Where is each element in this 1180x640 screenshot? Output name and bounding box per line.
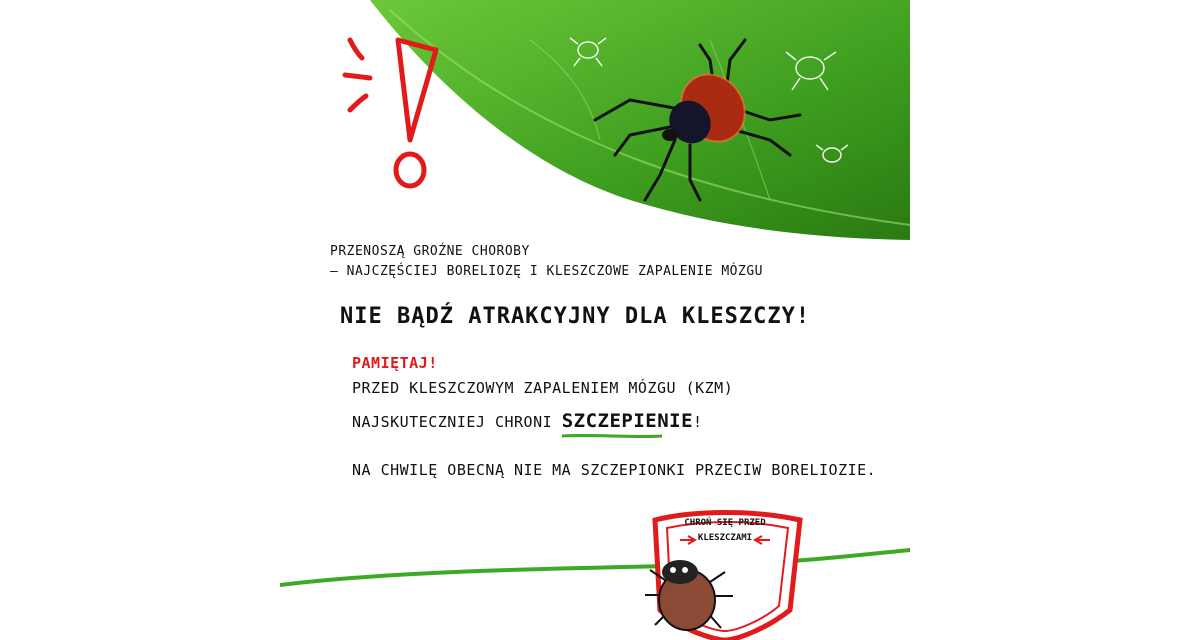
vaccination-suffix: ! (693, 413, 703, 431)
shield-label-line-2: KLESZCZAMI (697, 533, 753, 543)
shield-label-line-1: CHROŃ SIĘ PRZED (684, 518, 766, 528)
shield-logo (625, 500, 825, 640)
borreliosis-line: NA CHWILĘ OBECNĄ NIE MA SZCZEPIONKI PRZECIW BORELIOZIE. (352, 461, 877, 479)
exclamation-mark-icon (340, 30, 450, 200)
subtitle-line-1: PRZENOSZĄ GROŹNE CHOROBY (330, 244, 530, 259)
vaccination-word: SZCZEPIENIE (561, 410, 694, 432)
green-underline (562, 434, 662, 438)
headline: NIE BĄDŹ ATRAKCYJNY DLA KLESZCZY! (340, 304, 811, 329)
remember-label: PAMIĘTAJ! (352, 354, 438, 372)
vaccination-highlight (562, 410, 693, 432)
vaccination-prefix: NAJSKUTECZNIEJ CHRONI (352, 413, 562, 431)
vaccination-line (352, 410, 703, 432)
kzm-line: PRZED KLESZCZOWYM ZAPALENIEM MÓZGU (KZM) (352, 379, 734, 397)
subtitle-line-2: – NAJCZĘŚCIEJ BORELIOZĘ I KLESZCZOWE ZAPALENIE MÓZGU (330, 264, 763, 279)
